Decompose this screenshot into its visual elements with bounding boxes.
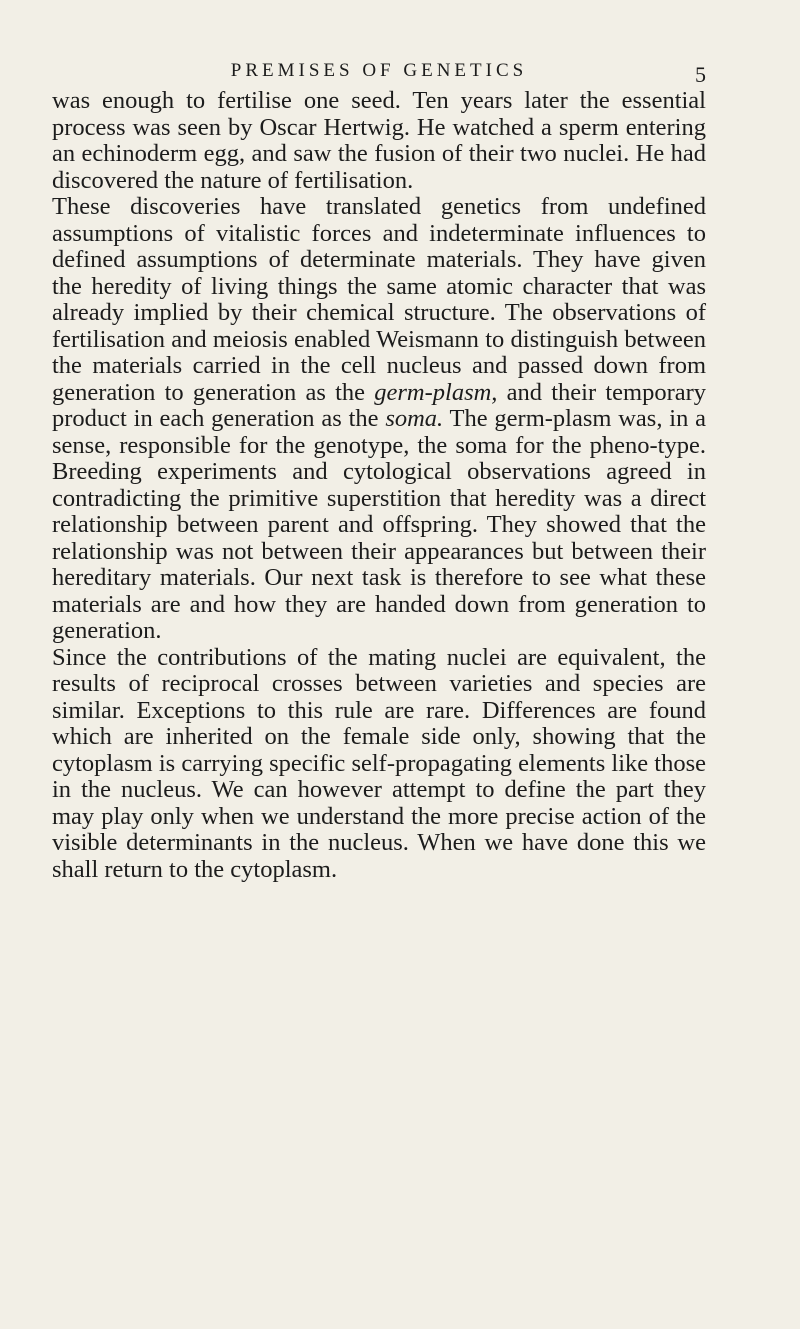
book-page bbox=[52, 58, 706, 883]
body-text bbox=[52, 88, 706, 883]
paragraph-3: Since the contributions of the mating nuclei are equivalent, the results of reciprocal crosses between varieties and species are similar. Exceptions to this rule are rare. Differences are found which are inherited on the female side only, showing that the cytoplasm is carrying specific self-propagating elements like those in the nucleus. We can however attempt to define the part they may play only when we understand the more precise action of the visible determinants in the nucleus. When we have done this we shall return to the cytoplasm. bbox=[52, 643, 706, 883]
paragraph-2-part-a: These discoveries have translated genetics from undefined assumptions of vitalistic forces and indeterminate influences to defined assumptions of determinate materials. They have given the heredity of living things the same atomic character that was already implied by their chemical structure. The observations of fertilisation and meiosis enabled Weismann to distinguish between the materials carried in the cell nucleus and passed down from generation to generation as the bbox=[52, 193, 706, 406]
paragraph-2-part-b: and their temporary product in each generation as the bbox=[52, 378, 707, 432]
paragraph-2 bbox=[52, 194, 706, 645]
term-germ-plasm: germ-plasm, bbox=[374, 378, 498, 406]
paragraph-2-part-c: The germ-plasm was, in a sense, responsible for the genotype, the soma for the pheno-type. Breeding experiments and cytological observations agreed in contradicting the primitive superstition that heredity was a direct relationship between parent and offspring. They showed that the relationship was not between their appearances but between their hereditary materials. Our next task is therefore to see what these materials are and how they are handed down from generation to generation. bbox=[52, 405, 706, 644]
running-head bbox=[52, 58, 706, 88]
term-soma: soma. bbox=[385, 405, 444, 432]
paragraph-1: was enough to fertilise one seed. Ten years later the essential process was seen by Oscar Hertwig. He watched a sperm entering an echinoderm egg, and saw the fusion of their two nuclei. He had discovered the nature of fertilisation. bbox=[52, 87, 706, 194]
running-title: PREMISES OF GENETICS bbox=[230, 60, 528, 81]
page-number: 5 bbox=[695, 62, 706, 87]
